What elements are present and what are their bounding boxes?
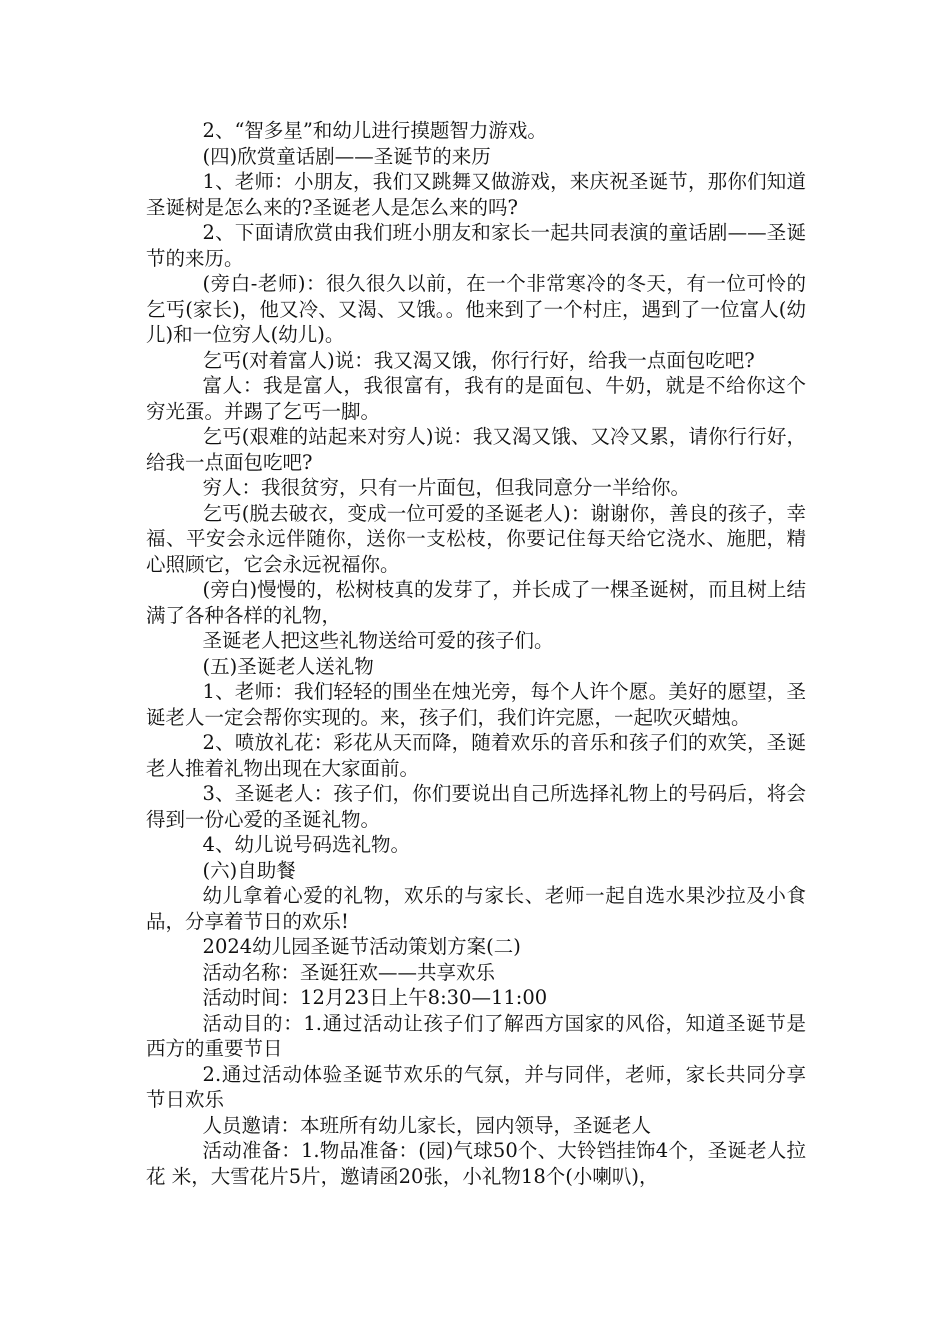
paragraph: 圣诞老人把这些礼物送给可爱的孩子们。: [202, 629, 554, 652]
paragraph: 活动目的：1.通过活动让孩子们了解西方国家的风俗，知道圣诞节是西方的重要节日: [146, 1011, 806, 1060]
paragraph: (旁白-老师)：很久很久以前，在一个非常寒冷的冬天，有一位可怜的乞丐(家长)，他又冷、又渴、又饿。。他来到了一个村庄，遇到了一位富人(幼儿)和一位穷人(幼儿)。: [146, 272, 806, 346]
paragraph: 活动时间：12月23日上午8:30—11:00: [202, 986, 548, 1009]
paragraph: 1、老师：小朋友，我们又跳舞又做游戏，来庆祝圣诞节，那你们知道圣诞树是怎么来的?圣诞老人是怎么来的吗?: [146, 170, 806, 219]
paragraph: 乞丐(脱去破衣，变成一位可爱的圣诞老人)：谢谢你，善良的孩子，幸福、平安会永远伴随你，送你一支松枝，你要记住每天给它浇水、施肥，精心照顾它，它会永远祝福你。: [146, 501, 806, 576]
paragraph: 1、老师：我们轻轻的围坐在烛光旁，每个人许个愿。美好的愿望，圣诞老人一定会帮你实现的。来，孩子们，我们许完愿，一起吹灭蜡烛。: [146, 680, 806, 729]
paragraph: 活动准备：1.物品准备：(园)气球50个、大铃铛挂饰4个，圣诞老人拉花 米，大雪花片5片，邀请函20张，小礼物18个(小喇叭)，: [146, 1139, 806, 1188]
paragraph: 乞丐(艰难的站起来对穷人)说：我又渴又饿、又冷又累，请你行行好，给我一点面包吃吧?: [146, 425, 806, 474]
paragraph: 2.通过活动体验圣诞节欢乐的气氛，并与同伴，老师，家长共同分享节日欢乐: [146, 1062, 806, 1111]
paragraph: 2、喷放礼花：彩花从天而降，随着欢乐的音乐和孩子们的欢笑，圣诞老人推着礼物出现在大家面前。: [146, 731, 806, 780]
section-heading: (四)欣赏童话剧——圣诞节的来历: [202, 144, 491, 168]
paragraph: 幼儿拿着心爱的礼物，欢乐的与家长、老师一起自选水果沙拉及小食品，分享着节日的欢乐!: [146, 884, 806, 933]
paragraph: 穷人：我很贫穷，只有一片面包，但我同意分一半给你。: [202, 476, 691, 499]
paragraph: 2、“智多星”和幼儿进行摸题智力游戏。: [202, 119, 547, 142]
paragraph: 人员邀请：本班所有幼儿家长，园内领导，圣诞老人: [202, 1113, 652, 1137]
paragraph: 3、圣诞老人：孩子们，你们要说出自己所选择礼物上的号码后，将会得到一份心爱的圣诞礼物。: [146, 782, 806, 831]
paragraph: 乞丐(对着富人)说：我又渴又饿，你行行好，给我一点面包吃吧?: [202, 348, 755, 372]
document-body: [146, 118, 806, 1189]
paragraph: (旁白)慢慢的，松树枝真的发芽了，并长成了一棵圣诞树，而且树上结满了各种各样的礼物，: [146, 578, 806, 627]
paragraph: 活动名称：圣诞狂欢——共享欢乐: [202, 960, 496, 984]
section-heading: (五)圣诞老人送礼物: [202, 654, 374, 678]
paragraph: 富人：我是富人，我很富有，我有的是面包、牛奶，就是不给你这个穷光蛋。并踢了乞丐一脚。: [146, 374, 806, 423]
document-title: 2024幼儿园圣诞节活动策划方案(二): [202, 935, 521, 958]
paragraph: 4、幼儿说号码选礼物。: [202, 833, 410, 856]
section-heading: (六)自助餐: [202, 858, 296, 882]
paragraph: 2、下面请欣赏由我们班小朋友和家长一起共同表演的童话剧——圣诞节的来历。: [146, 221, 806, 270]
